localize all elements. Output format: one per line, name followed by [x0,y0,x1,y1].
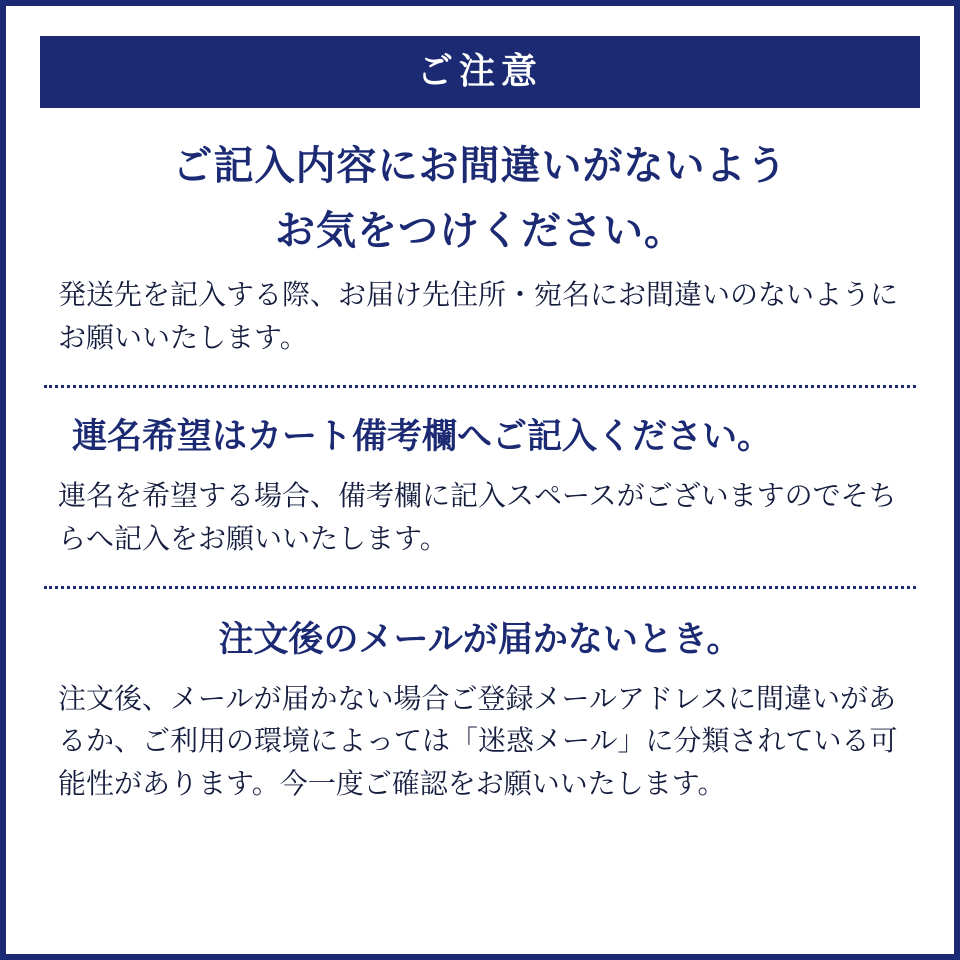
section-body-joint-name: 連名を希望する場合、備考欄に記入スペースがございますのでそちらへ記入をお願いいたします。 [58,480,897,554]
section-body-email: 注文後、メールが届かない場合ご登録メールアドレスに間違いがあるか、ご利用の環境によっては「迷惑メール」に分類されている可能性があります。今一度ご確認をお願いいたします。 [58,682,898,799]
notice-section-address [40,108,920,359]
section-heading-joint-name: 連名希望はカート備考欄へご記入ください。 [72,417,773,457]
section-divider-2 [44,586,916,589]
section-heading-email: 注文後のメールが届かないとき。 [218,620,742,660]
section-divider-1 [44,385,916,388]
notice-inner [6,6,954,954]
notice-section-email [40,613,920,805]
notice-section-joint-name [40,412,920,560]
section-heading-address-line1: ご記入内容にお間違いがないよう [172,144,788,188]
section-body-address: 発送先を記入する際、お届け先住所・宛名にお間違いのないようにお願いいたします。 [58,279,899,353]
notice-banner-title: ご注意 [40,36,920,108]
section-heading-address-line2: お気をつけください。 [275,209,685,254]
